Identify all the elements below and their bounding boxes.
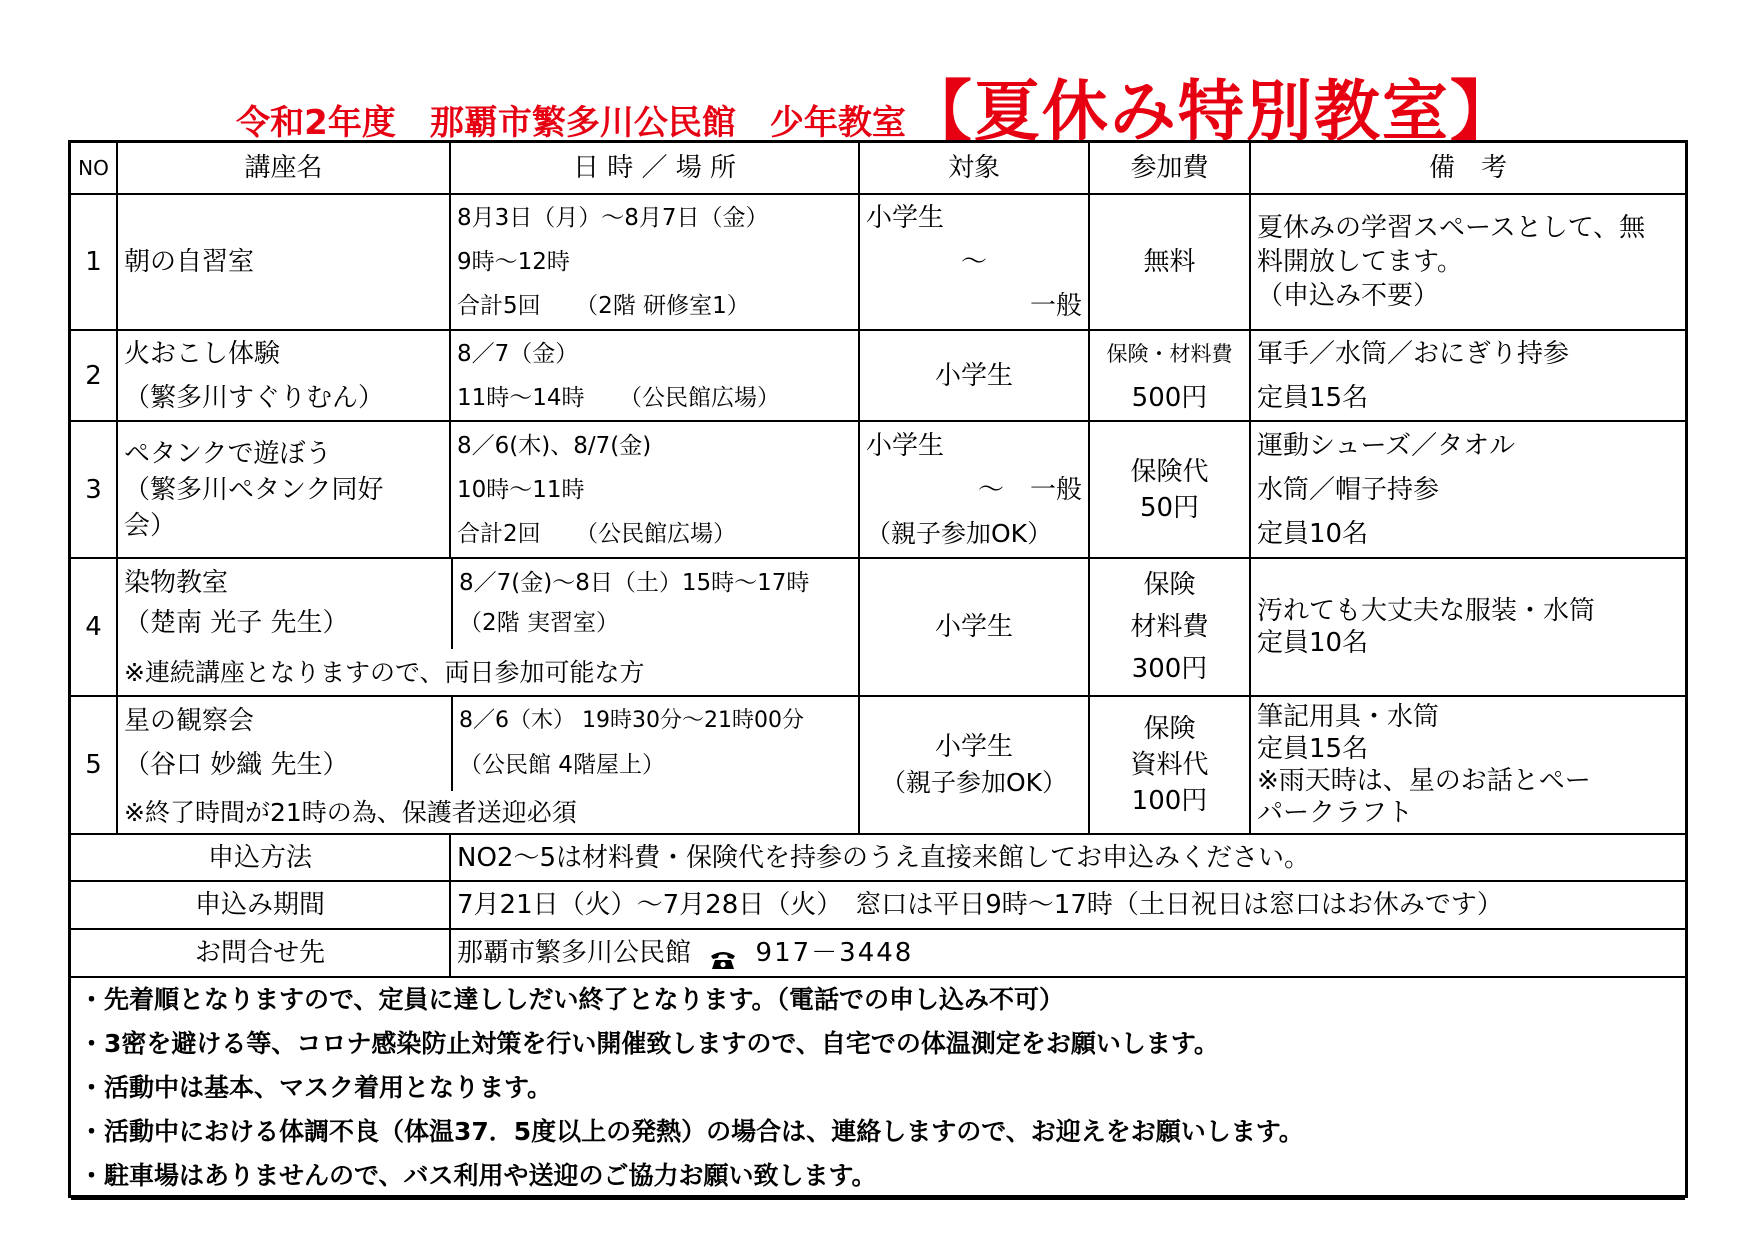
course-datetime-cell [117, 696, 859, 834]
target-line: 一般 [1029, 291, 1082, 321]
datetime-line: 8／7（金） [457, 340, 579, 367]
course-datetime-cell [117, 558, 859, 696]
remarks-line: 軍手／水筒／おにぎり持参 [1257, 338, 1570, 369]
remarks-line: （申込み不要） [1257, 281, 1440, 311]
title-subheading: 令和2年度 那覇市繁多川公民館 少年教室 [236, 103, 906, 143]
course-line: 朝の自習室 [124, 247, 255, 277]
remarks-line: 定員15名 [1257, 382, 1369, 413]
target-line: 小学生 [934, 732, 1013, 762]
target-cell [859, 558, 1089, 696]
apply-method-label: 申込方法 [71, 834, 450, 881]
page-title [0, 58, 1754, 148]
apply-period-value: 7月21日（火）～7月28日（火） 窓口は平日9時～17時（土日祝日は窓口はお休みです） [450, 881, 1685, 929]
course-line: （谷口 妙織 先生） [124, 750, 349, 780]
target-line: 小学生 [934, 360, 1013, 391]
datetime-line: 8月3日（月）～8月7日（金） [457, 205, 769, 231]
course-line: 火おこし体験 [124, 338, 281, 369]
fee-cell [1089, 421, 1250, 558]
table-row [71, 194, 1685, 330]
course-note: ※終了時間が21時の為、保護者送迎必須 [124, 798, 577, 827]
row-no: 4 [71, 558, 117, 696]
contact-name: 那覇市繁多川公民館 [457, 938, 692, 968]
fee-line: 保険・材料費 [1106, 341, 1233, 366]
notes-cell [71, 977, 1685, 1199]
note-item: ・3密を避ける等、コロナ感染防止対策を行い開催致しますので、自宅での体温測定をお願いします。 [79, 1029, 1219, 1058]
remarks-line: 汚れても大丈夫な服装・水筒 [1257, 596, 1596, 626]
datetime-line: 8／6(木)、8/7(金) [457, 432, 652, 459]
note-item: ・先着順となりますので、定員に達ししだい終了となります。（電話での申し込み不可） [79, 985, 1065, 1014]
row-no: 3 [71, 421, 117, 558]
remarks-cell [1250, 330, 1685, 421]
remarks-line: 定員10名 [1257, 628, 1369, 658]
header-no: NO [71, 143, 117, 194]
course-line: 星の観察会 [124, 706, 255, 736]
datetime-cell [450, 330, 859, 421]
note-item: ・活動中における体調不良（体温37．5度以上の発熱）の場合は、連絡しますので、お迎えをお願いします。 [79, 1117, 1304, 1146]
remarks-cell [1250, 558, 1685, 696]
header-remarks: 備 考 [1250, 143, 1685, 194]
datetime-line: 11時～14時 （公民館広場） [457, 384, 781, 411]
target-line: ～ [960, 247, 987, 277]
remarks-cell [1250, 421, 1685, 558]
row-no: 5 [71, 696, 117, 834]
apply-method-row [71, 834, 1685, 881]
datetime-line: 8／6（木） 19時30分～21時00分 [459, 708, 804, 733]
header-target: 対象 [859, 143, 1089, 194]
target-cell [859, 330, 1089, 421]
row-no: 1 [71, 194, 117, 330]
datetime-line: 9時～12時 [457, 249, 570, 275]
table-row [71, 421, 1685, 558]
fee-line: 300円 [1131, 654, 1208, 684]
table-row [71, 558, 1685, 696]
program-sheet [68, 140, 1688, 1198]
remarks-line: ※雨天時は、星のお話とペー [1257, 766, 1591, 796]
remarks-line: 筆記用具・水筒 [1257, 702, 1440, 732]
datetime-cell [453, 697, 858, 791]
course-line: （楚南 光子 先生） [124, 608, 349, 638]
course-name [117, 194, 450, 330]
remarks-line: 料開放してます。 [1257, 247, 1463, 277]
course-line: 会） [124, 510, 177, 541]
target-line: （親子参加OK） [880, 768, 1068, 797]
datetime-line: 10時～11時 [457, 476, 585, 503]
target-line: 小学生 [866, 430, 945, 461]
fee-cell [1089, 558, 1250, 696]
contact-row [71, 929, 1685, 977]
course-name [118, 697, 453, 791]
apply-period-row [71, 881, 1685, 929]
fee-line: 500円 [1131, 382, 1208, 413]
fee-cell [1089, 696, 1250, 834]
datetime-cell [453, 559, 858, 649]
fee-line: 100円 [1131, 786, 1208, 816]
remarks-line: パークラフト [1257, 798, 1414, 828]
note-item: ・駐車場はありませんので、バス利用や送迎のご協力お願い致します。 [79, 1161, 877, 1190]
header-course: 講座名 [117, 143, 450, 194]
telephone-icon [709, 944, 737, 964]
datetime-cell [450, 421, 859, 558]
fee-line: 無料 [1143, 247, 1196, 277]
target-cell [859, 421, 1089, 558]
contact-phone: 917－3448 [755, 938, 914, 968]
target-line: ～ 一般 [977, 474, 1082, 505]
remarks-cell [1250, 194, 1685, 330]
course-name [118, 559, 453, 649]
fee-line: 保険 [1143, 570, 1196, 600]
header-datetime: 日 時 ／ 場 所 [450, 143, 859, 194]
table-header-row [71, 143, 1685, 194]
title-main: 【夏休み特別教室】 [905, 73, 1518, 150]
fee-cell [1089, 194, 1250, 330]
datetime-line: 合計2回 （公民館広場） [457, 520, 737, 547]
fee-line: 材料費 [1130, 612, 1209, 642]
header-fee: 参加費 [1089, 143, 1250, 194]
notes-row [71, 977, 1685, 1199]
datetime-line: （2階 実習室） [459, 610, 619, 636]
fee-cell [1089, 330, 1250, 421]
remarks-line: 夏休みの学習スペースとして、無 [1257, 213, 1646, 243]
datetime-line: （公民館 4階屋上） [459, 752, 665, 778]
course-name [117, 421, 450, 558]
course-line: ペタンクで遊ぼう [124, 438, 332, 469]
course-line: （繁多川ペタンク同好 [124, 474, 384, 505]
fee-line: 保険 [1143, 714, 1196, 744]
course-line: 染物教室 [124, 568, 229, 598]
contact-value [450, 929, 1685, 977]
table-row [71, 330, 1685, 421]
program-table [71, 143, 1685, 1200]
target-cell [859, 194, 1089, 330]
remarks-cell [1250, 696, 1685, 834]
datetime-line: 合計5回 （2階 研修室1） [457, 293, 750, 319]
datetime-line: 8／7(金)～8日（土）15時～17時 [459, 570, 810, 596]
remarks-line: 水筒／帽子持参 [1257, 474, 1440, 505]
fee-line: 50円 [1139, 492, 1200, 523]
remarks-line: 運動シューズ／タオル [1257, 430, 1516, 461]
course-name [117, 330, 450, 421]
fee-line: 保険代 [1130, 456, 1209, 487]
target-cell [859, 696, 1089, 834]
course-line: （繁多川すぐりむん） [124, 382, 385, 413]
fee-line: 資料代 [1130, 750, 1209, 780]
course-note: ※連続講座となりますので、両日参加可能な方 [124, 658, 645, 687]
target-line: （親子参加OK） [866, 518, 1053, 548]
table-row [71, 696, 1685, 834]
remarks-line: 定員10名 [1257, 518, 1369, 549]
apply-method-value: NO2～5は材料費・保険代を持参のうえ直接来館してお申込みください。 [450, 834, 1685, 881]
target-line: 小学生 [866, 203, 945, 233]
row-no: 2 [71, 330, 117, 421]
apply-period-label: 申込み期間 [71, 881, 450, 929]
note-item: ・活動中は基本、マスク着用となります。 [79, 1073, 553, 1102]
target-line: 小学生 [934, 612, 1013, 642]
datetime-cell [450, 194, 859, 330]
contact-label: お問合せ先 [71, 929, 450, 977]
remarks-line: 定員15名 [1257, 734, 1369, 764]
